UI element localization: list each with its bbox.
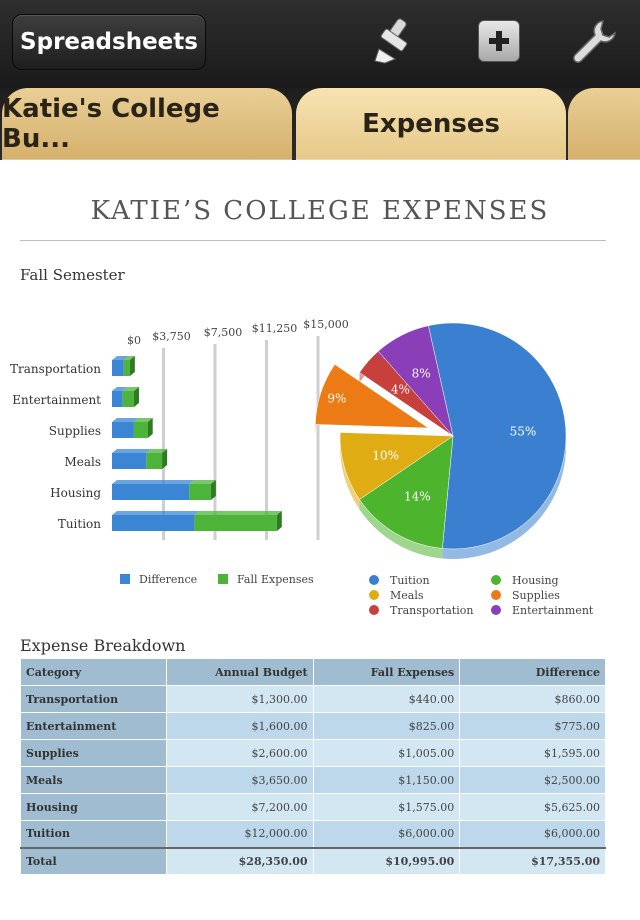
- cell-annual-budget[interactable]: $1,300.00: [166, 686, 313, 713]
- bar-category-label: Meals: [64, 455, 101, 469]
- bar-category-label: Supplies: [48, 424, 101, 438]
- charts-area[interactable]: [0, 300, 640, 630]
- pie-legend-swatch: [369, 590, 379, 600]
- bar-x-tick-label: $11,250: [251, 322, 298, 335]
- bar-difference: [112, 391, 123, 407]
- bar-x-tick-label: $3,750: [152, 330, 191, 343]
- pie-legend-swatch: [491, 590, 501, 600]
- bar-legend-swatch: [120, 574, 130, 584]
- header-annual-budget[interactable]: Annual Budget: [166, 659, 313, 686]
- expense-breakdown-table[interactable]: [20, 658, 606, 875]
- paintbrush-icon[interactable]: [372, 16, 422, 66]
- header-category[interactable]: Category: [21, 659, 167, 686]
- wrench-icon[interactable]: [568, 16, 618, 66]
- cell-difference[interactable]: $775.00: [460, 713, 606, 740]
- cell-category[interactable]: Meals: [21, 767, 167, 794]
- cell-total-difference[interactable]: $17,355.00: [460, 848, 606, 875]
- bar-difference: [112, 515, 194, 531]
- tab-partial[interactable]: [568, 88, 640, 160]
- bar-difference: [112, 422, 134, 438]
- pie-slice-label: 10%: [372, 448, 400, 463]
- bar-x-tick-label: $0: [127, 334, 141, 347]
- bar-category-label: Tuition: [57, 517, 101, 531]
- pie-legend-label: Housing: [512, 574, 559, 587]
- bar-fall-expenses: [123, 391, 134, 407]
- bar-fall-expenses: [146, 453, 162, 469]
- header-fall-expenses[interactable]: Fall Expenses: [313, 659, 460, 686]
- bar-segment-top: [194, 511, 281, 515]
- pie-legend-swatch: [491, 605, 501, 615]
- bar-segment-top: [112, 449, 151, 453]
- table-row: [21, 821, 606, 848]
- pie-legend-label: Tuition: [390, 574, 430, 587]
- bar-legend-swatch: [218, 574, 228, 584]
- pie-legend-label: Supplies: [512, 589, 560, 602]
- pie-legend-swatch: [491, 575, 501, 585]
- bar-fall-expenses: [134, 422, 148, 438]
- header-difference[interactable]: Difference: [460, 659, 606, 686]
- pie-legend-label: Meals: [390, 589, 424, 602]
- pie-legend-swatch: [369, 575, 379, 585]
- cell-category[interactable]: Transportation: [21, 686, 167, 713]
- bar-legend-label: Difference: [139, 573, 198, 586]
- cell-difference[interactable]: $6,000.00: [460, 821, 606, 848]
- cell-annual-budget[interactable]: $7,200.00: [166, 794, 313, 821]
- fall-semester-label: Fall Semester: [20, 266, 125, 284]
- pie-legend-label: Transportation: [390, 604, 474, 617]
- bar-category-label: Housing: [50, 486, 101, 500]
- bar-category-label: Transportation: [9, 362, 101, 376]
- table-row: [21, 794, 606, 821]
- expense-breakdown-label: Expense Breakdown: [20, 636, 186, 655]
- bar-chart: [10, 318, 349, 586]
- table-row: [21, 767, 606, 794]
- cell-total-fall-expenses[interactable]: $10,995.00: [313, 848, 460, 875]
- cell-fall-expenses[interactable]: $1,150.00: [313, 767, 460, 794]
- bar-fall-expenses: [194, 515, 276, 531]
- tab-college-budget[interactable]: Katie's College Bu...: [2, 88, 292, 160]
- cell-category[interactable]: Entertainment: [21, 713, 167, 740]
- pie-slice-label: 55%: [509, 424, 537, 439]
- pie-chart: [315, 323, 594, 617]
- table-row: [21, 686, 606, 713]
- cell-category[interactable]: Tuition: [21, 821, 167, 848]
- cell-annual-budget[interactable]: $2,600.00: [166, 740, 313, 767]
- bar-category-label: Entertainment: [12, 393, 101, 407]
- cell-fall-expenses[interactable]: $1,575.00: [313, 794, 460, 821]
- bar-difference: [112, 360, 124, 376]
- table-header-row: [21, 659, 606, 686]
- pie-slice-label: 4%: [390, 382, 410, 397]
- pie-slice-label: 9%: [327, 391, 347, 406]
- cell-difference[interactable]: $860.00: [460, 686, 606, 713]
- table-total-row: [21, 848, 606, 875]
- title-divider: [20, 240, 606, 241]
- cell-category[interactable]: Supplies: [21, 740, 167, 767]
- cell-difference[interactable]: $1,595.00: [460, 740, 606, 767]
- cell-annual-budget[interactable]: $1,600.00: [166, 713, 313, 740]
- cell-annual-budget[interactable]: $12,000.00: [166, 821, 313, 848]
- bar-legend-label: Fall Expenses: [237, 573, 314, 586]
- bar-fall-expenses: [124, 360, 130, 376]
- cell-fall-expenses[interactable]: $6,000.00: [313, 821, 460, 848]
- pie-legend-swatch: [369, 605, 379, 615]
- cell-difference[interactable]: $2,500.00: [460, 767, 606, 794]
- sheet-tab-bar: [0, 88, 640, 160]
- cell-fall-expenses[interactable]: $1,005.00: [313, 740, 460, 767]
- bar-x-tick-label: $7,500: [203, 326, 243, 339]
- bar-difference: [112, 484, 189, 500]
- table-row: [21, 713, 606, 740]
- pie-legend-label: Entertainment: [512, 604, 594, 617]
- cell-fall-expenses[interactable]: $825.00: [313, 713, 460, 740]
- cell-category[interactable]: Housing: [21, 794, 167, 821]
- bar-x-tick-label: $15,000: [303, 318, 349, 331]
- cell-fall-expenses[interactable]: $440.00: [313, 686, 460, 713]
- spreadsheets-back-button[interactable]: Spreadsheets: [12, 14, 206, 70]
- sheet-title: KATIE’S COLLEGE EXPENSES: [90, 196, 550, 226]
- tab-expenses[interactable]: Expenses: [296, 88, 566, 160]
- cell-annual-budget[interactable]: $3,650.00: [166, 767, 313, 794]
- add-icon[interactable]: [474, 16, 524, 66]
- bar-difference: [112, 453, 146, 469]
- table-row: [21, 740, 606, 767]
- cell-difference[interactable]: $5,625.00: [460, 794, 606, 821]
- pie-slice-label: 14%: [404, 489, 431, 504]
- cell-total-label[interactable]: Total: [21, 848, 167, 875]
- pie-slice-label: 8%: [411, 366, 431, 381]
- bar-segment-top: [112, 480, 194, 484]
- cell-total-annual-budget[interactable]: $28,350.00: [166, 848, 313, 875]
- bar-segment-top: [112, 511, 199, 515]
- top-toolbar: [0, 0, 640, 88]
- bar-fall-expenses: [189, 484, 211, 500]
